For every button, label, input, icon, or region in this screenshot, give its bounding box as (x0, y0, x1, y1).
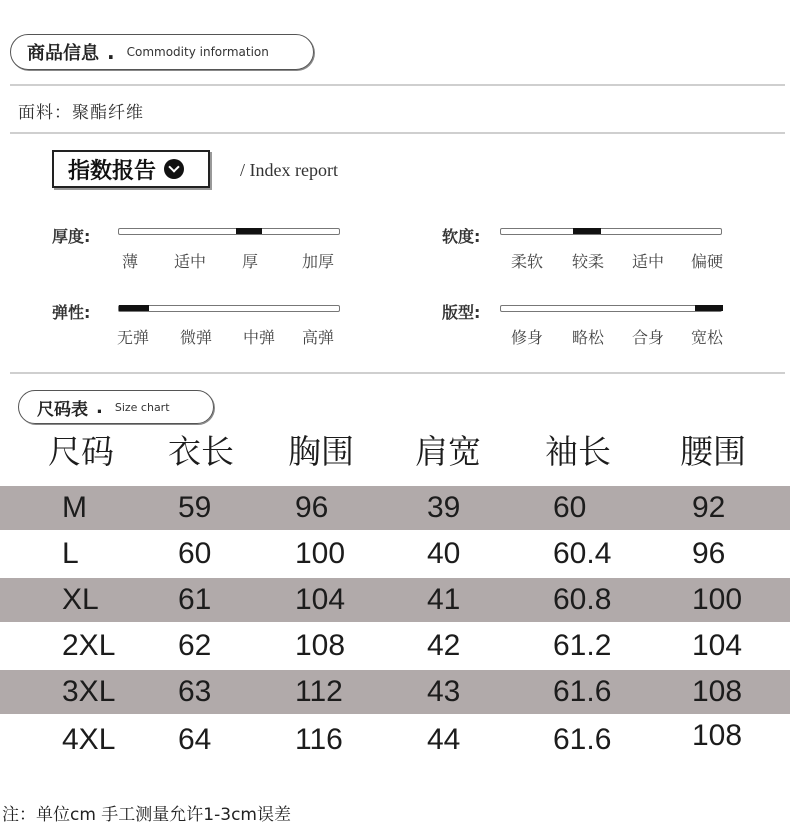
sleeve-cell: 61.6 (553, 723, 612, 756)
length-cell: 59 (178, 491, 212, 524)
size-cell: 2XL (62, 629, 116, 662)
commodity-info-title: 商品信息 (27, 43, 99, 64)
divider-metrics (10, 372, 785, 374)
size-cell: 3XL (62, 675, 116, 708)
chest-cell: 108 (295, 629, 346, 662)
index-report-header (52, 150, 210, 188)
elasticity-level: 无弹 (116, 328, 149, 347)
table-header-cell: 袖长 (545, 432, 611, 471)
thickness-level: 加厚 (301, 252, 334, 271)
fit-scale-marker (695, 305, 723, 311)
fit-level: 修身 (510, 328, 543, 347)
sleeve-cell: 61.2 (553, 629, 612, 662)
size-chart-dot: . (96, 396, 103, 418)
length-cell: 62 (178, 629, 212, 662)
metric-label-elasticity: 弹性: (52, 303, 91, 322)
chest-cell: 96 (295, 491, 329, 524)
size-chart-subtitle: Size chart (114, 400, 170, 414)
size-cell: L (62, 537, 79, 570)
table-row (0, 486, 790, 530)
metric-label-thickness: 厚度: (52, 227, 91, 246)
commodity-info-dot: . (107, 40, 115, 64)
divider-top (10, 84, 785, 86)
divider-fabric (10, 132, 785, 134)
table-row (0, 532, 790, 576)
chest-cell: 116 (295, 723, 343, 756)
size-chart-title: 尺码表 (37, 399, 88, 420)
softness-level: 适中 (631, 252, 664, 271)
table-header-cell: 肩宽 (415, 432, 481, 471)
shoulder-cell: 44 (427, 723, 461, 756)
elasticity-level: 中弹 (242, 328, 275, 347)
length-cell: 64 (178, 723, 212, 756)
thickness-scale-marker (236, 228, 262, 234)
fit-level: 宽松 (690, 328, 723, 347)
elasticity-level: 高弹 (301, 328, 334, 347)
elasticity-level: 微弹 (179, 328, 212, 347)
thickness-level: 厚 (241, 252, 258, 271)
sleeve-cell: 60.8 (553, 583, 612, 616)
length-cell: 63 (178, 675, 212, 708)
size-chart-header (18, 390, 214, 424)
sleeve-cell: 60 (553, 491, 587, 524)
fit-level: 合身 (631, 328, 664, 347)
waist-cell: 92 (692, 491, 726, 524)
sleeve-cell: 60.4 (553, 537, 612, 570)
softness-level: 较柔 (571, 252, 604, 271)
chest-cell: 112 (295, 675, 343, 708)
commodity-info-header (10, 34, 314, 70)
shoulder-cell: 39 (427, 491, 461, 524)
shoulder-cell: 42 (427, 629, 461, 662)
waist-cell: 96 (692, 537, 726, 570)
softness-scale-marker (573, 228, 601, 234)
fit-scale-bar (500, 305, 722, 312)
elasticity-scale-bar (118, 305, 340, 312)
fabric-info: 面料：聚酯纤维 (18, 103, 144, 123)
index-report-title: 指数报告 (68, 158, 157, 184)
size-cell: XL (62, 583, 99, 616)
index-report-subtitle: / Index report (240, 160, 338, 180)
waist-cell: 108 (692, 675, 743, 708)
table-header-cell: 衣长 (168, 432, 234, 471)
softness-level: 偏硬 (690, 252, 723, 271)
waist-cell: 100 (692, 583, 743, 616)
thickness-scale-bar (118, 228, 340, 235)
table-header-cell: 腰围 (680, 432, 746, 471)
thickness-level: 适中 (173, 252, 206, 271)
length-cell: 60 (178, 537, 212, 570)
table-header-cell: 胸围 (288, 432, 354, 471)
commodity-info-subtitle: Commodity information (126, 45, 269, 59)
measurement-note: 注：单位cm 手工测量允许1-3cm误差 (2, 805, 291, 825)
shoulder-cell: 40 (427, 537, 461, 570)
thickness-level: 薄 (121, 252, 138, 271)
waist-cell: 108 (692, 719, 743, 752)
table-row (0, 718, 790, 762)
metric-label-softness: 软度: (442, 227, 481, 246)
metric-label-fit: 版型: (442, 303, 481, 322)
shoulder-cell: 41 (427, 583, 461, 616)
shoulder-cell: 43 (427, 675, 461, 708)
size-cell: M (62, 491, 87, 524)
length-cell: 61 (178, 583, 212, 616)
sleeve-cell: 61.6 (553, 675, 612, 708)
softness-level: 柔软 (510, 252, 543, 271)
table-row (0, 670, 790, 714)
chest-cell: 104 (295, 583, 346, 616)
table-row (0, 624, 790, 668)
elasticity-scale-marker (119, 305, 149, 311)
chevron-down-circle-icon (164, 159, 184, 179)
table-header-cell: 尺码 (48, 432, 114, 471)
table-row (0, 578, 790, 622)
waist-cell: 104 (692, 629, 743, 662)
chest-cell: 100 (295, 537, 346, 570)
fit-level: 略松 (571, 328, 604, 347)
table-header-row (0, 430, 790, 474)
softness-scale-bar (500, 228, 722, 235)
size-cell: 4XL (62, 723, 116, 756)
